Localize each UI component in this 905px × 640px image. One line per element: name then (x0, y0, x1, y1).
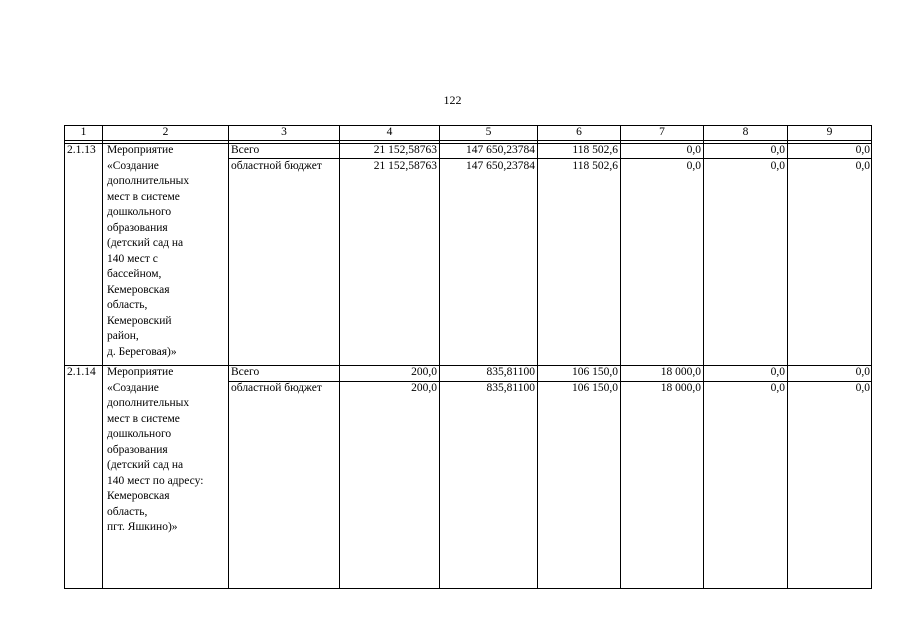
event-title-line: 140 мест по адресу: (107, 474, 204, 487)
amount-cell: 106 150,0 (572, 382, 618, 394)
event-title-line: район, (107, 330, 139, 342)
amount-cell: 18 000,0 (660, 366, 701, 378)
amount-cell: 0,0 (686, 144, 701, 156)
amount-cell: 21 152,58763 (373, 144, 437, 156)
column-header: 9 (826, 126, 833, 138)
funding-source: Всего (231, 366, 260, 378)
column-header: 2 (162, 126, 169, 138)
amount-cell: 147 650,23784 (466, 160, 535, 172)
column-header: 1 (80, 126, 87, 138)
amount-cell: 0,0 (855, 160, 870, 172)
table-rule (64, 125, 65, 589)
event-title-line: пгт. Яшкино)» (107, 521, 178, 533)
amount-cell: 0,0 (855, 382, 870, 394)
amount-cell: 0,0 (686, 160, 701, 172)
event-title-line: мест в системе (107, 412, 180, 425)
event-title-line: Мероприятие (107, 366, 174, 378)
table-rule (787, 125, 788, 589)
table-rule (339, 125, 340, 589)
event-title-line: (детский сад на (107, 459, 184, 471)
table-rule (64, 140, 872, 141)
event-title-line: область, (107, 505, 148, 518)
amount-cell: 835,81100 (486, 382, 535, 394)
table-rule (439, 125, 440, 589)
event-title-line: образования (107, 443, 168, 456)
amount-cell: 21 152,58763 (373, 160, 437, 172)
page-number: 122 (443, 93, 462, 107)
event-title-line: Мероприятие (107, 144, 174, 156)
column-header: 6 (576, 126, 582, 138)
table-rule (102, 125, 103, 589)
event-title-line: 140 мест с (107, 252, 158, 265)
amount-cell: 0,0 (770, 366, 785, 378)
table-rule (228, 125, 229, 589)
funding-source: областной бюджет (231, 160, 322, 172)
amount-cell: 106 150,0 (572, 366, 618, 378)
event-title-line: Кемеровский (107, 314, 172, 327)
amount-cell: 118 502,6 (572, 144, 618, 156)
event-title-line: дошкольного (107, 206, 172, 218)
table-rule (703, 125, 704, 589)
amount-cell: 147 650,23784 (466, 144, 535, 156)
event-title-line: образования (107, 221, 168, 234)
column-header: 8 (742, 126, 749, 138)
event-title-line: область, (107, 299, 148, 311)
event-title-line: (детский сад на (107, 237, 184, 249)
event-title-line: Кемеровская (107, 283, 170, 296)
funding-source: Всего (231, 144, 260, 156)
table-rule (620, 125, 621, 589)
event-title-line: бассейном, (107, 268, 162, 280)
table-rule (537, 125, 538, 589)
event-title-line: «Создание (107, 381, 159, 394)
event-title-line: д. Береговая)» (107, 345, 177, 358)
amount-cell: 200,0 (411, 382, 437, 394)
event-title-line: дополнительных (107, 397, 190, 409)
column-header: 5 (485, 126, 492, 138)
amount-cell: 0,0 (770, 382, 785, 394)
amount-cell: 0,0 (855, 366, 870, 378)
table-rule (64, 588, 872, 589)
amount-cell: 835,81100 (486, 366, 535, 378)
amount-cell: 118 502,6 (572, 160, 618, 172)
table-rule (871, 125, 872, 589)
event-title-line: Кемеровская (107, 490, 170, 502)
funding-source: областной бюджет (231, 382, 322, 394)
row-code: 2.1.14 (67, 366, 96, 378)
event-title-line: дополнительных (107, 175, 190, 187)
amount-cell: 0,0 (855, 144, 870, 156)
row-code: 2.1.13 (67, 144, 96, 156)
event-title-line: дошкольного (107, 428, 172, 440)
event-title-line: «Создание (107, 159, 159, 172)
amount-cell: 200,0 (411, 366, 437, 378)
column-header: 4 (386, 126, 393, 138)
event-title-line: мест в системе (107, 190, 180, 203)
column-header: 3 (281, 126, 287, 138)
amount-cell: 0,0 (770, 144, 785, 156)
column-header: 7 (659, 126, 665, 138)
amount-cell: 18 000,0 (660, 382, 701, 394)
amount-cell: 0,0 (770, 160, 785, 172)
